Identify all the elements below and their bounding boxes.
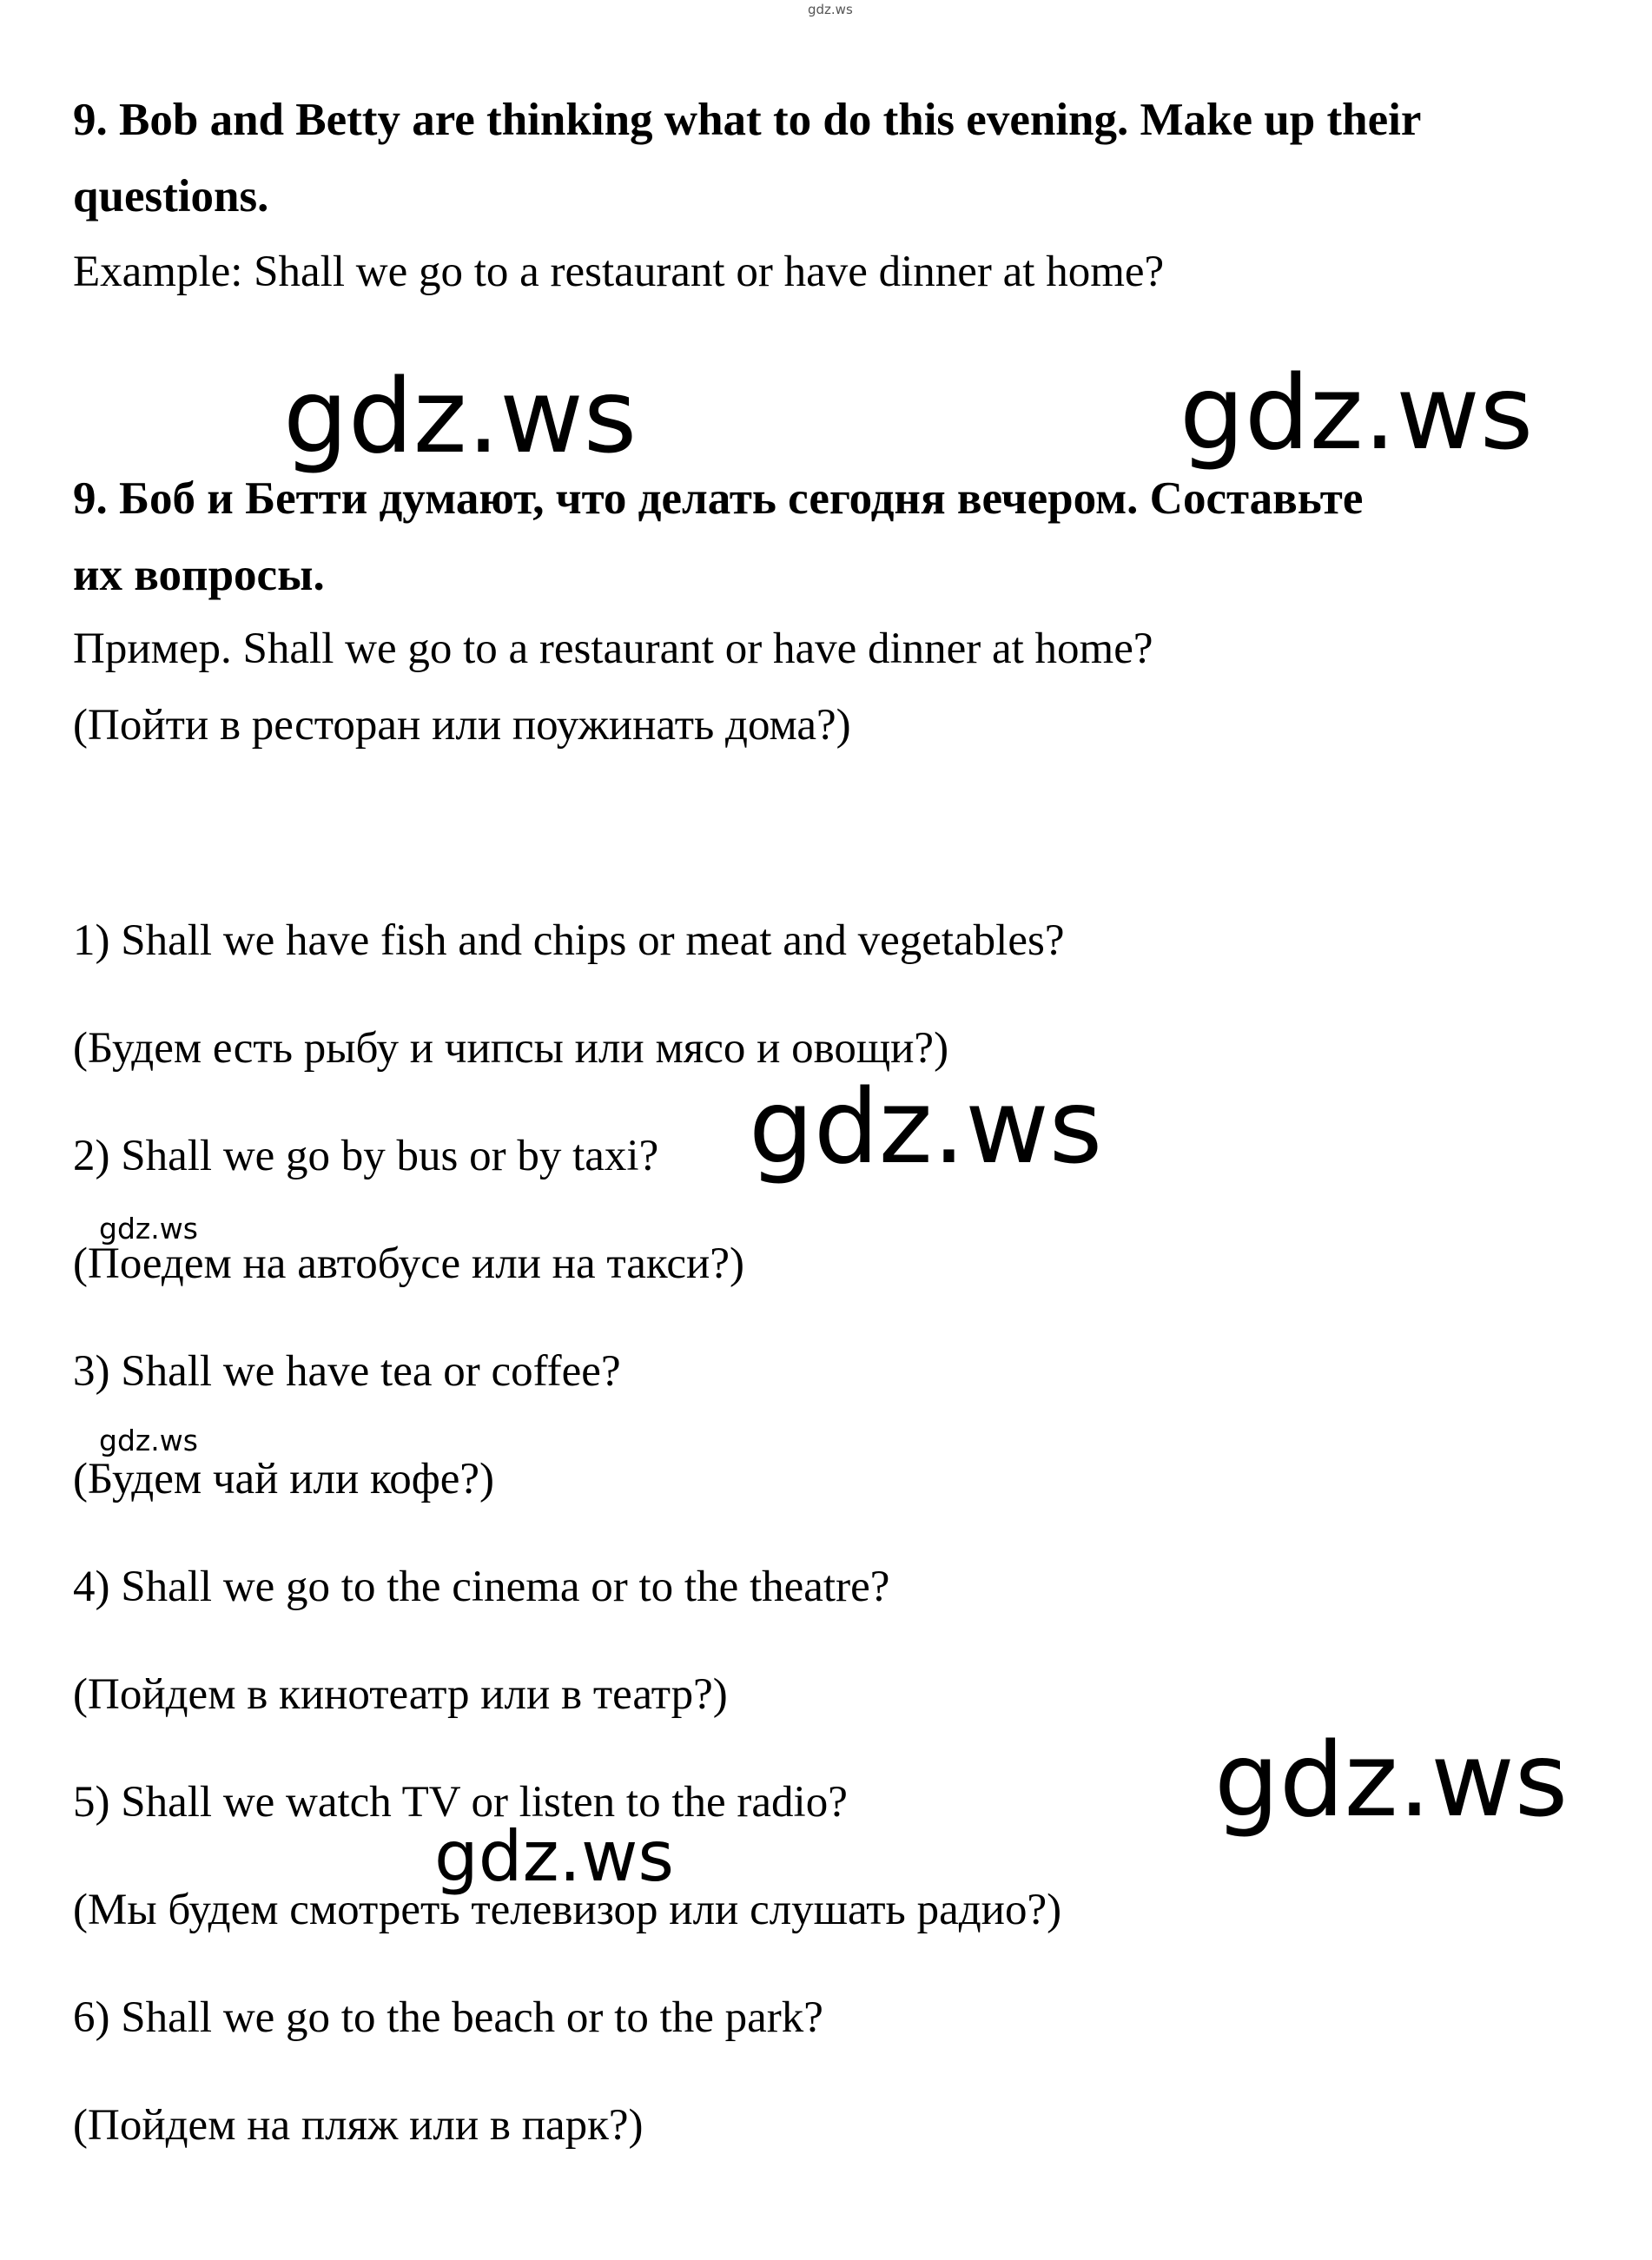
answer-3-en: 3) Shall we have tea or coffee? <box>73 1347 621 1396</box>
answer-5-en: 5) Shall we watch TV or listen to the radio? <box>73 1778 848 1827</box>
watermark-large-left: gdz.ws <box>283 356 638 476</box>
watermark-large-right: gdz.ws <box>1180 353 1534 472</box>
task-title-ru-line1: 9. Боб и Бетти думают, что делать сегодня вечером. Составьте <box>73 473 1364 524</box>
answer-2-ru: (Поедем на автобусе или на такси?) <box>73 1239 744 1288</box>
watermark-large-lower-right: gdz.ws <box>1214 1720 1569 1840</box>
answer-4-en: 4) Shall we go to the cinema or to the theatre? <box>73 1563 890 1611</box>
watermark-small-2: gdz.ws <box>99 1424 198 1457</box>
watermark-medium: gdz.ws <box>434 1816 675 1897</box>
answer-2-en: 2) Shall we go by bus or by taxi? <box>73 1132 659 1180</box>
answer-3-ru: (Будем чай или кофе?) <box>73 1455 494 1503</box>
watermark-large-middle: gdz.ws <box>749 1067 1103 1186</box>
watermark-small-1: gdz.ws <box>99 1212 198 1246</box>
answer-1-en: 1) Shall we have fish and chips or meat and vegetables? <box>73 916 1065 965</box>
task-title-en-line2: questions. <box>73 171 269 221</box>
task-title-en-line1: 9. Bob and Betty are thinking what to do this evening. Make up their <box>73 95 1422 145</box>
answer-6-en: 6) Shall we go to the beach or to the park? <box>73 1993 823 2042</box>
task-example-ru-translation: (Пойти в ресторан или поужинать дома?) <box>73 701 851 750</box>
answer-5-ru: (Мы будем смотреть телевизор или слушать радио?) <box>73 1886 1062 1934</box>
task-example-en: Example: Shall we go to a restaurant or have dinner at home? <box>73 248 1165 296</box>
answer-4-ru: (Пойдем в кинотеатр или в театр?) <box>73 1670 728 1719</box>
watermark-top: gdz.ws <box>808 2 853 17</box>
answer-1-ru: (Будем есть рыбу и чипсы или мясо и овощи?) <box>73 1024 949 1073</box>
answer-6-ru: (Пойдем на пляж или в парк?) <box>73 2101 644 2150</box>
task-example-ru: Пример. Shall we go to a restaurant or have dinner at home? <box>73 624 1153 673</box>
task-title-ru-line2: их вопросы. <box>73 550 325 600</box>
